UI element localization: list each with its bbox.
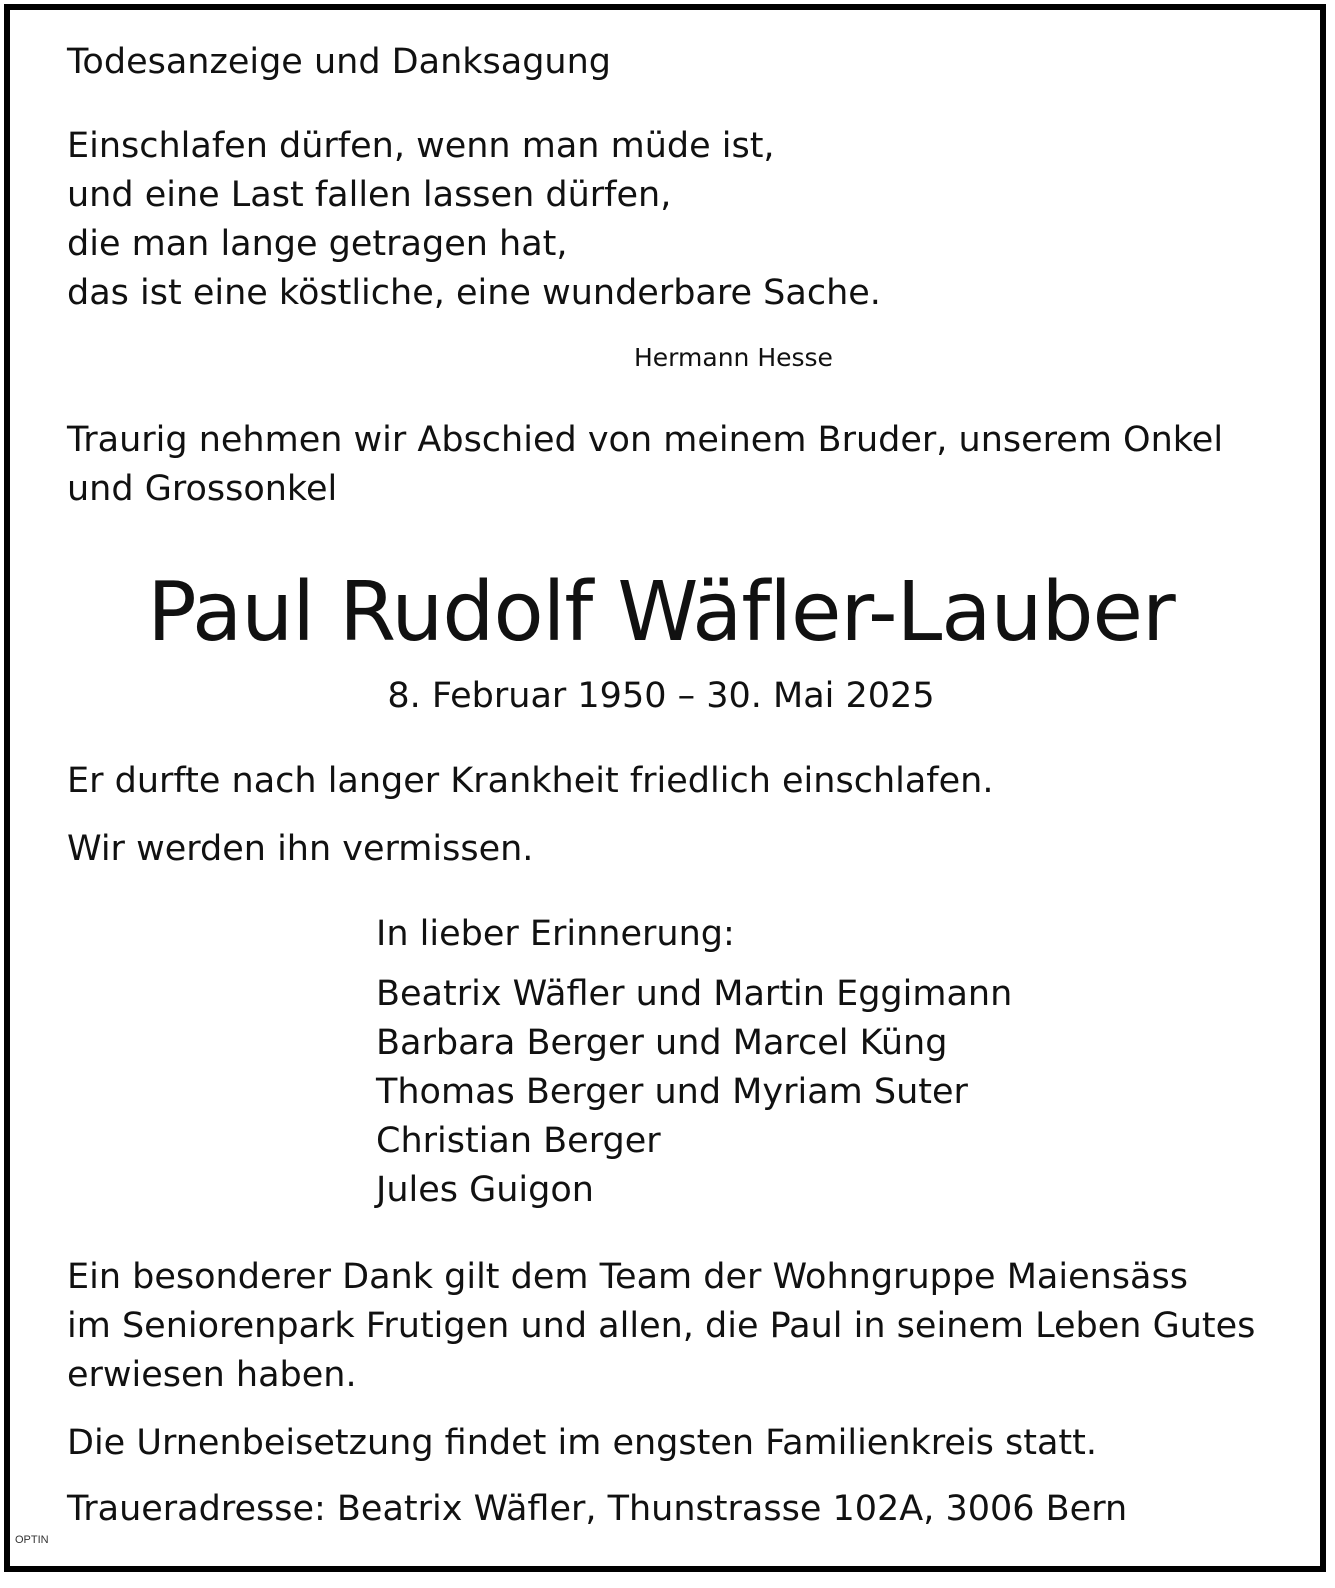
mourner-name: Christian Berger xyxy=(376,1121,661,1161)
intro-line: Traurig nehmen wir Abschied von meinem Bruder, unserem Onkel xyxy=(67,420,1224,460)
deceased-name: Paul Rudolf Wäfler-Lauber xyxy=(147,565,1175,660)
thanks-line: im Seniorenpark Frutigen und allen, die Paul in seinem Leben Gutes xyxy=(67,1306,1256,1346)
burial-notice: Die Urnenbeisetzung findet im engsten Familienkreis statt. xyxy=(67,1423,1098,1463)
poem-line: Einschlafen dürfen, wenn man müde ist, xyxy=(67,126,775,166)
mourning-address: Traueradresse: Beatrix Wäfler, Thunstrasse 102A, 3006 Bern xyxy=(67,1489,1128,1529)
intro-line: und Grossonkel xyxy=(67,469,338,509)
poem-line: die man lange getragen hat, xyxy=(67,224,568,264)
thanks-line: erwiesen haben. xyxy=(67,1355,357,1395)
mourners-heading: In lieber Erinnerung: xyxy=(376,914,735,954)
mourner-name: Jules Guigon xyxy=(376,1170,594,1210)
statement-line: Er durfte nach langer Krankheit friedlich einschlafen. xyxy=(67,761,994,801)
poem-author: Hermann Hesse xyxy=(634,343,833,372)
statement-line: Wir werden ihn vermissen. xyxy=(67,829,534,869)
mourner-name: Beatrix Wäfler und Martin Eggimann xyxy=(376,974,1013,1014)
footer-mark: OPTIN xyxy=(15,1534,49,1546)
poem-line: und eine Last fallen lassen dürfen, xyxy=(67,175,672,215)
mourner-name: Barbara Berger und Marcel Küng xyxy=(376,1023,948,1063)
thanks-line: Ein besonderer Dank gilt dem Team der Wohngruppe Maiensäss xyxy=(67,1257,1188,1297)
life-dates: 8. Februar 1950 – 30. Mai 2025 xyxy=(387,676,935,716)
poem-line: das ist eine köstliche, eine wunderbare Sache. xyxy=(67,273,881,313)
mourner-name: Thomas Berger und Myriam Suter xyxy=(376,1072,968,1112)
ad-heading: Todesanzeige und Danksagung xyxy=(67,42,612,82)
